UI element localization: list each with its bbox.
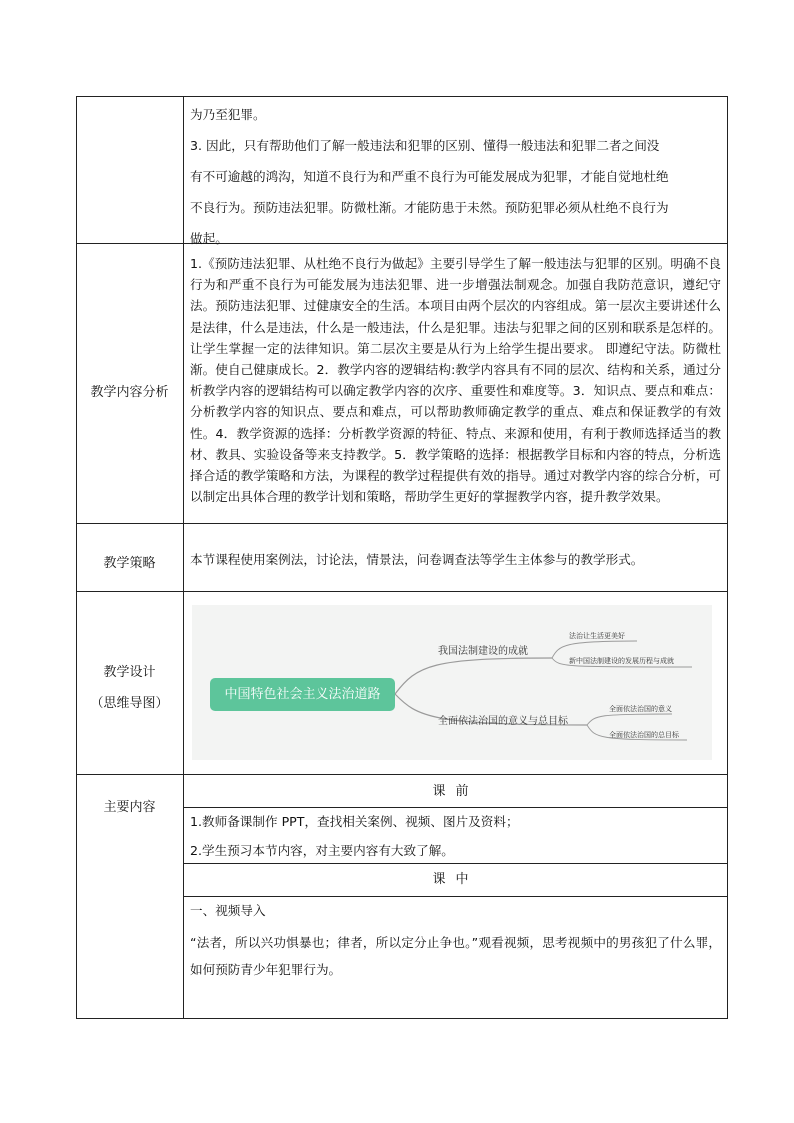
table-subrow-divider xyxy=(183,896,728,897)
content-analysis-text: 1.《预防违法犯罪、从杜绝不良行为做起》主要引导学生了解一般违法与犯罪的区别。明确不良行为和严重不良行为可能发展为违法犯罪、进一步增强法制观念。加强自我防范意识，遵纪守法。预防违法犯罪、过健康安全的生活。本项目由两个层次的内容组成。第一层次主要讲述什么是法律，什么是违法，什么是一般违法，什么是犯罪。违法与犯罪之间的区别和联系是怎样的。让学生掌握一定的法律知识。第二层次主要是从行为上给学生提出要求。 即遵纪守法。防微杜渐。使自己健康成长。2．教学内容的逻辑结构:教学内容具有不同的层次、结构和关系，通过分析教学内容的逻辑结构可以确定教学内容的次序、重要性和难度等。3．知识点、要点和难点：分析教学内容的知识点、要点和难点，可以帮助教师确定教学的重点、难点和保证教学的有效性。4．教学资源的选择：分析教学资源的特征、特点、来源和使用，有利于教师选择适当的教材、教具、实验设备等来支持教学。5．教学策略的选择：根据教学目标和内容的特点，分析选择合适的教学策略和方法，为课程的教学过程提供有效的指导。通过对教学内容的综合分析，可以制定出具体合理的教学计划和策略，帮助学生更好的掌握教学内容，提升教学效果。 xyxy=(190,256,721,505)
text-line: 不良行为。预防违法犯罪。防微杜渐。才能防患于未然。预防犯罪必须从杜绝不良行为 xyxy=(190,200,669,215)
section-title: 一、视频导入 xyxy=(190,903,266,918)
table-row-divider xyxy=(76,523,728,524)
design-label: 教学设计 xyxy=(103,665,156,680)
before-class-item: 2.学生预习本节内容，对主要内容有大致了解。 xyxy=(190,843,454,858)
table-subrow-divider xyxy=(183,863,728,864)
main-content-label: 主要内容 xyxy=(103,800,156,815)
mind-map-leaf: 全面依法治国的总目标 xyxy=(609,731,679,739)
before-class-heading: 课前 xyxy=(432,784,479,799)
text-line: 3. 因此，只有帮助他们了解一般违法和犯罪的区别、懂得一般违法和犯罪二者之间没 xyxy=(190,138,660,153)
design-sublabel: （思维导图） xyxy=(90,696,169,711)
mind-map-leaf: 全面依法治国的意义 xyxy=(609,705,672,713)
strategy-text: 本节课程使用案例法，讨论法，情景法，问卷调查法等学生主体参与的教学形式。 xyxy=(190,552,644,567)
table-row-divider xyxy=(76,774,728,775)
connector-branch-1 xyxy=(395,658,552,694)
mind-map-branch: 我国法制建设的成就 xyxy=(438,646,528,657)
mind-map-root: 中国特色社会主义法治道路 xyxy=(210,678,395,711)
strategy-label: 教学策略 xyxy=(103,556,156,571)
text-line: 有不可逾越的鸿沟，知道不良行为和严重不良行为可能发展成为犯罪，才能自觉地杜绝 xyxy=(190,169,669,184)
content-analysis-label: 教学内容分析 xyxy=(90,385,169,400)
text-line: 做起。 xyxy=(190,231,228,246)
mind-map-branch: 全面依法治国的意义与总目标 xyxy=(438,716,568,727)
before-class-item: 1.教师备课制作 PPT，查找相关案例、视频、图片及资料； xyxy=(190,814,519,829)
table-row-divider xyxy=(76,591,728,592)
video-intro-text: “法者，所以兴功惧暴也；律者，所以定分止争也。”观看视频，思考视频中的男孩犯了什么罪，如何预防青少年犯罪行为。 xyxy=(190,935,721,977)
continuation-text xyxy=(190,99,721,254)
table-subrow-divider xyxy=(183,807,728,808)
mind-map-leaf: 新中国法制建设的发展历程与成就 xyxy=(569,657,674,665)
mind-map xyxy=(192,605,712,760)
text-line: 为乃至犯罪。 xyxy=(190,107,266,122)
connector-leaf xyxy=(587,714,672,725)
in-class-heading: 课中 xyxy=(432,872,479,887)
mind-map-leaf: 法治让生活更美好 xyxy=(569,632,625,640)
